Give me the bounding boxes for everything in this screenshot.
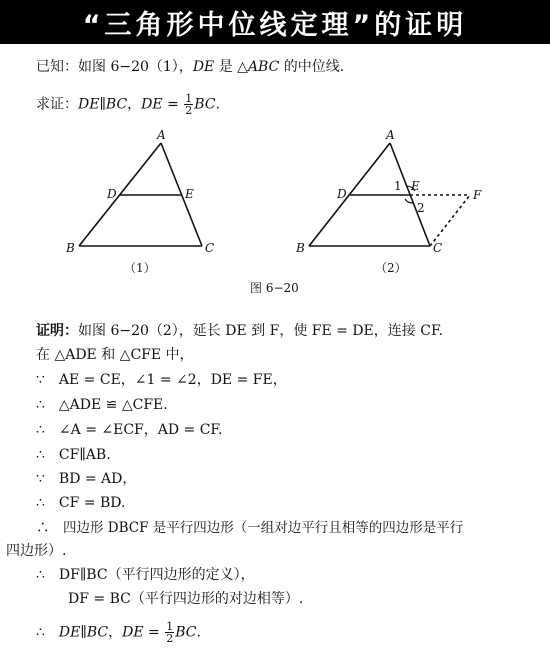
conclusion-period: . — [196, 624, 201, 641]
conclusion-fraction-num: 1 — [166, 620, 174, 633]
prove-comma: ， — [127, 96, 142, 113]
proof-line-1: 在 △ADE 和 △CFE 中， — [36, 347, 194, 363]
fig2-caption: （2） — [375, 261, 407, 275]
fig2-label-angle-1: 1 — [394, 179, 402, 193]
proof-line-10: ∴ DF∥BC（平行四边形的定义）， — [36, 567, 255, 583]
fig1-label-e: E — [185, 187, 194, 201]
proof-conclusion — [36, 621, 201, 644]
proof-line-2: ∵ AE = CE，∠1 = ∠2，DE = FE， — [36, 372, 287, 388]
conclusion-bc: BC — [175, 624, 197, 641]
page-title: “三角形中位线定理”的证明 — [0, 0, 550, 44]
fig2-label-d: D — [337, 187, 347, 201]
fig2-label-e: E — [411, 179, 420, 193]
proof-line-0 — [36, 322, 443, 340]
fig2-segment-cf — [430, 195, 470, 246]
given-label: 已知： — [36, 59, 78, 75]
conclusion-de: DE — [122, 624, 144, 641]
proof-line-8: ∴ 四边形 DBCF 是平行四边形（一组对边平行且相等的四边形是平行 — [36, 520, 464, 536]
given-text-1: 如图 6−20（1）， — [78, 59, 193, 75]
proof-line-7: ∴ CF = BD. — [36, 495, 126, 511]
given-de: DE — [192, 59, 215, 75]
figure-2 — [309, 143, 470, 246]
given-text-3: 的中位线. — [279, 59, 345, 75]
fig2-label-f: F — [473, 188, 482, 202]
fig1-label-c: C — [205, 241, 215, 255]
conclusion-equals: = — [143, 624, 165, 641]
fig2-label-a: A — [386, 128, 395, 142]
proof-line-4: ∴ ∠A = ∠ECF，AD = CF. — [36, 422, 223, 438]
fig1-label-b: B — [66, 241, 75, 255]
prove-label: 求证： — [36, 96, 78, 113]
prove-fraction-num: 1 — [185, 92, 193, 105]
fig1-label-a: A — [157, 128, 166, 142]
fig2-label-angle-2: 2 — [417, 201, 425, 215]
conclusion-parallel: DE∥BC — [58, 624, 109, 641]
prove-period: . — [215, 96, 220, 113]
fig1-caption: （1） — [124, 261, 156, 275]
proof-line-11: DF = BC（平行四边形的对边相等）. — [68, 591, 304, 607]
fig2-label-b: B — [296, 241, 305, 255]
given-text-2: 是 △ — [214, 59, 248, 75]
prove-bc: BC — [194, 96, 216, 113]
proof-line-6: ∵ BD = AD， — [36, 471, 137, 487]
prove-fraction-den: 2 — [185, 104, 193, 117]
proof-line-3: ∴ △ADE ≌ △CFE. — [36, 397, 168, 413]
given-abc: ABC — [247, 59, 280, 75]
conclusion-fraction-den: 2 — [166, 632, 174, 645]
figure-1 — [79, 143, 202, 246]
conclusion-prefix: ∴ — [36, 624, 59, 641]
fig1-label-d: D — [107, 187, 117, 201]
proof-label: 证明： — [36, 323, 78, 339]
prove-de: DE — [141, 96, 163, 113]
conclusion-comma: ， — [108, 624, 123, 641]
prove-equals: = — [162, 96, 184, 113]
proof-text-0: 如图 6−20（2），延长 DE 到 F，使 FE = DE，连接 CF. — [78, 323, 443, 339]
proof-line-9: 四边形）. — [6, 543, 67, 559]
conclusion-fraction — [165, 621, 174, 644]
figure-caption: 图 6−20 — [250, 281, 299, 295]
prove-parallel: DE∥BC — [78, 96, 128, 113]
proof-line-5: ∴ CF∥AB. — [36, 447, 111, 463]
fig2-label-c: C — [433, 241, 443, 255]
